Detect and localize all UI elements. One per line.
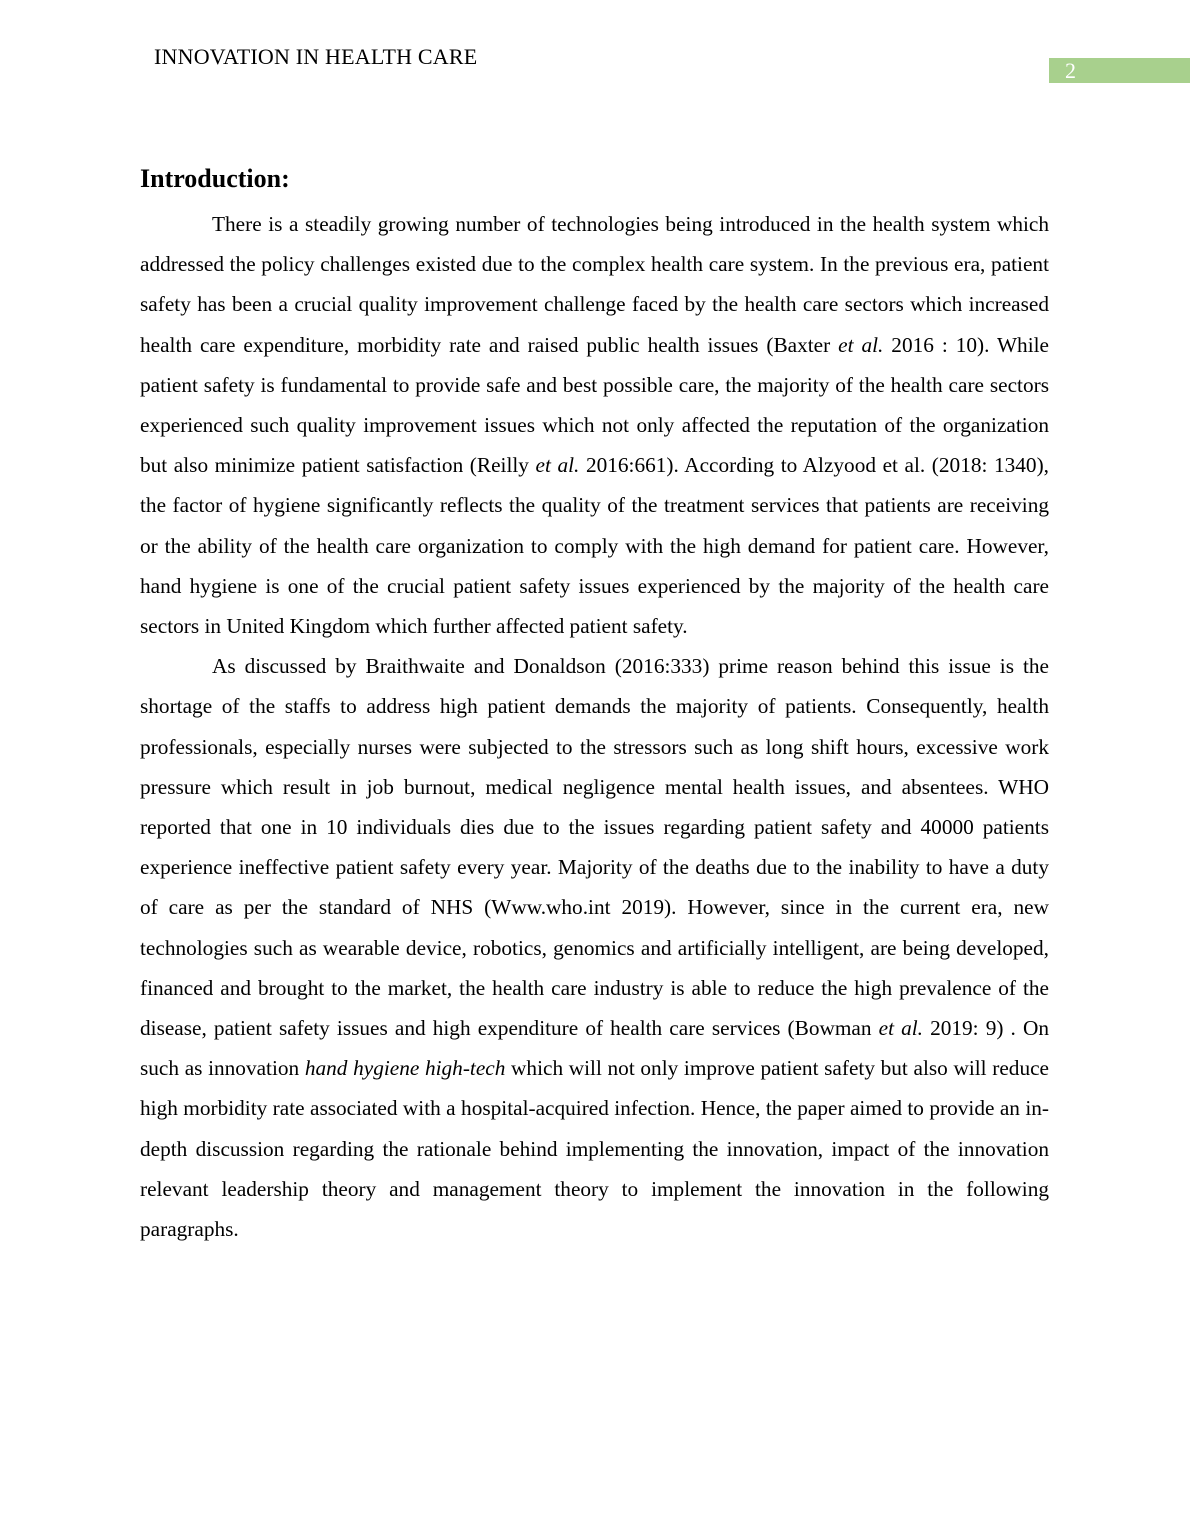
text-span: There is a steadily growing number of technologies being introduced in the health system which addressed the policy challenges existed due to the complex health care system. In the previous era, patient safety has been a crucial quality improvement challenge faced by the health care sectors which increased health care expenditure, morbidity rate and raised public health issues (Baxter xyxy=(140,212,1049,357)
italic-citation: et al. xyxy=(535,453,580,478)
italic-citation: et al. xyxy=(838,332,884,357)
document-body xyxy=(140,204,1049,1249)
paragraph xyxy=(140,204,1049,646)
running-head: INNOVATION IN HEALTH CARE xyxy=(154,44,478,69)
text-span: which will not only improve patient safety but also will reduce high morbidity rate associated with a hospital-acquired infection. Hence, the paper aimed to provide an in-depth discussion regarding the rationale behind implementing the innovation, impact of the innovation relevant leadership theory and management theory to implement the innovation in the following paragraphs. xyxy=(140,1056,1049,1242)
text-span: 2016 : 10). While patient safety is fundamental to provide safe and best possible care, the majority of the health care sectors experienced such quality improvement issues which not only affected the reputation of the organization but also minimize patient satisfaction (Reilly xyxy=(140,332,1049,478)
text-span: 2019: 9) . On such as innovation xyxy=(140,1016,1049,1081)
text-span: 2016:661). According to Alzyood et al. (2018: 1340), the factor of hygiene significantly reflects the quality of the treatment services that patients are receiving or the ability of the health care organization to comply with the high demand for patient care. However, hand hygiene is one of the crucial patient safety issues experienced by the majority of the health care sectors in United Kingdom which further affected patient safety. xyxy=(140,453,1049,639)
paragraph xyxy=(140,646,1049,1249)
italic-citation: et al. xyxy=(878,1016,923,1041)
page-number: 2 xyxy=(1049,58,1190,83)
section-heading: Introduction: xyxy=(140,164,290,193)
text-span: As discussed by Braithwaite and Donaldson (2016:333) prime reason behind this issue is the shortage of the staffs to address high patient demands the majority of patients. Consequently, health professionals, especially nurses were subjected to the stressors such as long shift hours, excessive work pressure which result in job burnout, medical negligence mental health issues, and absentees. WHO reported that one in 10 individuals dies due to the issues regarding patient safety and 40000 patients experience ineffective patient safety every year. Majority of the deaths due to the inability to have a duty of care as per the standard of NHS (Www.who.int 2019). However, since in the current era, new technologies such as wearable device, robotics, genomics and artificially intelligent, are being developed, financed and brought to the market, the health care industry is able to reduce the high prevalence of the disease, patient safety issues and high expenditure of health care services (Bowman xyxy=(140,654,1049,1041)
italic-term: hand hygiene high-tech xyxy=(304,1056,506,1081)
